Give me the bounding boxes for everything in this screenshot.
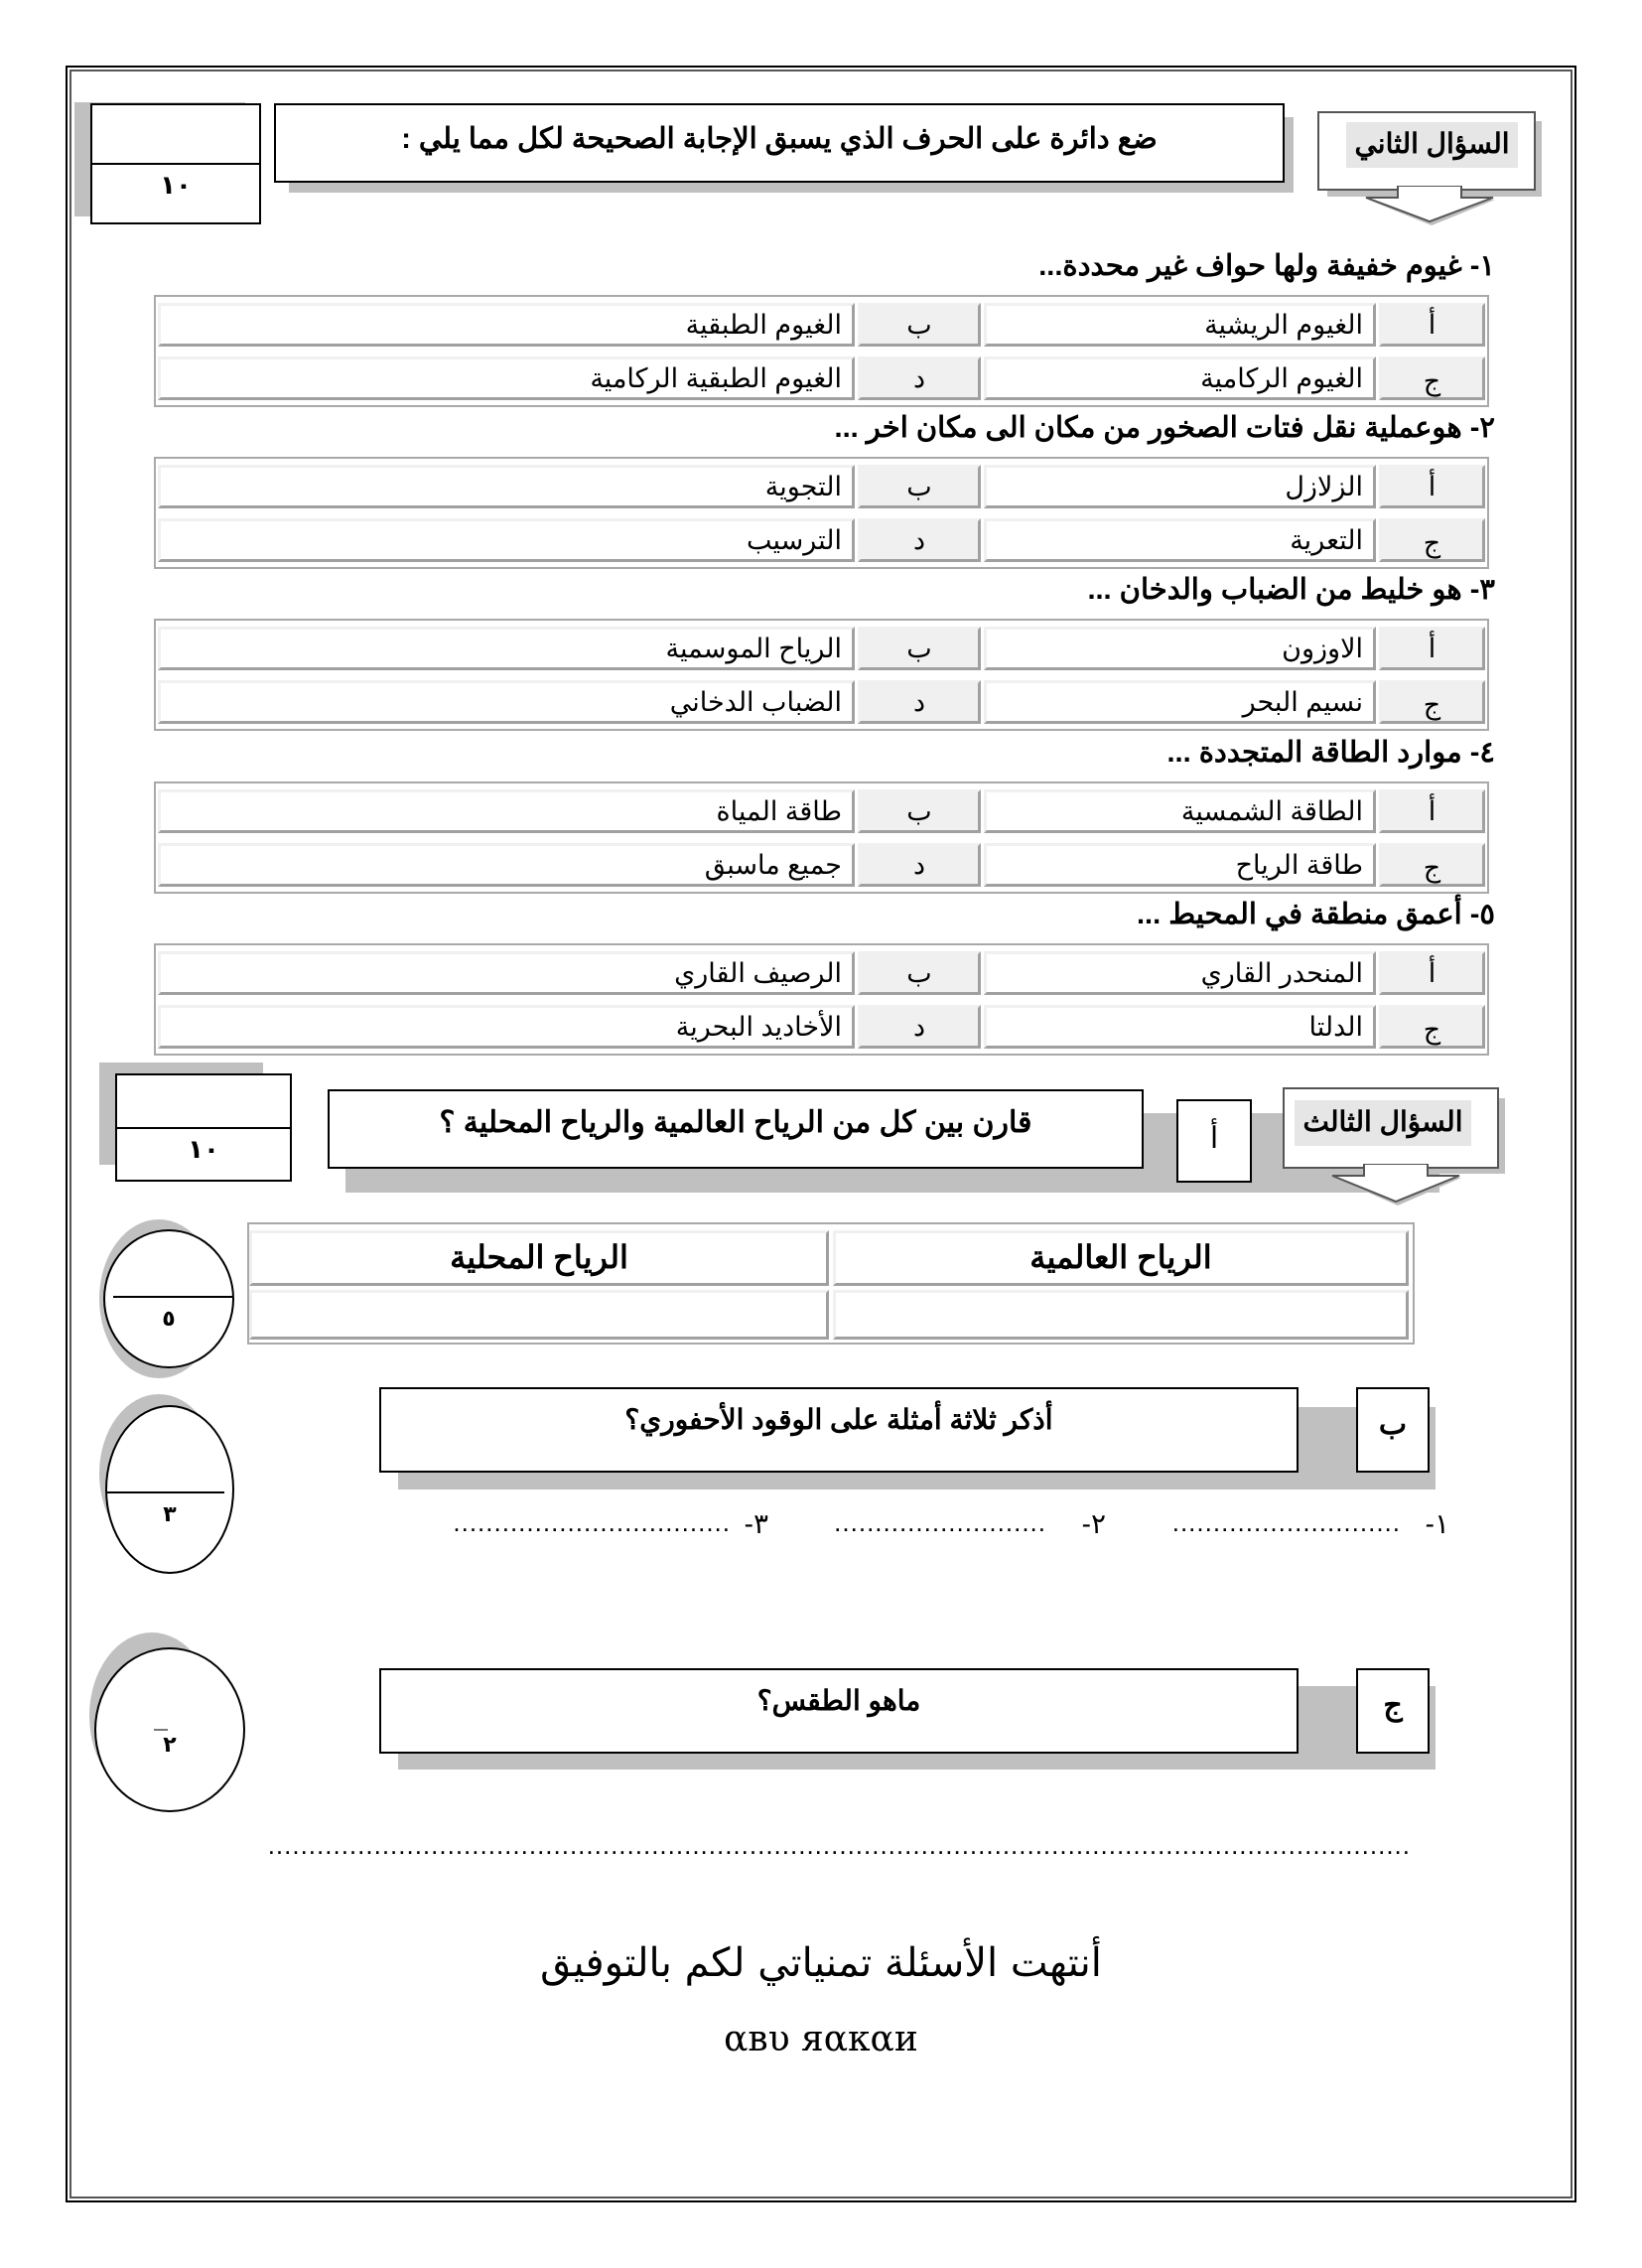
options-table [154,781,1489,894]
q3a-letter-box [1176,1099,1252,1183]
score-divider [117,1127,290,1129]
q3-score-box [115,1073,292,1182]
option-text[interactable]: الرصيف القاري [158,951,855,995]
option-text[interactable]: طاقة المياة [158,789,855,833]
q3c-letter: ج [1383,1689,1403,1722]
option-letter[interactable]: ج [1379,356,1485,400]
signature: αвυ яαкαи [724,2019,918,2059]
score-divider [113,1296,232,1298]
score-divider [154,1729,168,1731]
q2-instruction-text: ضع دائرة على الحرف الذي يسبق الإجابة الصحيحة لكل مما يلي : [401,123,1158,155]
option-letter[interactable]: د [858,356,981,400]
q3c-prompt-text: ماهو الطقس؟ [756,1685,921,1716]
q3c-prompt-box [379,1668,1299,1754]
q3a-score-value: ٥ [162,1307,176,1332]
option-text[interactable]: الغيوم الريشية [984,303,1376,347]
closing-message: أنتهت الأسئلة تمنياتي لكم بالتوفيق [540,1940,1102,1986]
blank-3-label: ٣- [744,1508,768,1539]
q2-instruction-box [274,103,1285,183]
option-letter[interactable]: د [858,843,981,887]
options-table [154,295,1489,407]
down-arrow-icon [1362,186,1501,227]
q3b-score-value: ٣ [163,1502,177,1527]
compare-answer-local[interactable] [249,1290,829,1340]
q3a-score-oval [103,1229,234,1368]
q3a-prompt-text: قارن بين كل من الرياح العالمية والرياح المحلية ؟ [439,1106,1032,1139]
option-letter[interactable]: ج [1379,680,1485,724]
option-text[interactable]: الغيوم الطبقية [158,303,855,347]
question-stem: ٤- موارد الطاقة المتجددة ... [1166,737,1495,769]
option-letter[interactable]: أ [1379,465,1485,508]
option-text[interactable]: نسيم البحر [984,680,1376,724]
option-text[interactable]: جميع ماسبق [158,843,855,887]
compare-header-local: الرياح المحلية [249,1230,829,1286]
q3a-letter: أ [1209,1122,1219,1155]
q2-label: السؤال الثاني [1346,122,1518,168]
q3b-prompt-box [379,1387,1299,1473]
options-table [154,619,1489,731]
options-table [154,943,1489,1056]
question-stem: ٥- أعمق منطقة في المحيط ... [1137,899,1495,930]
option-letter[interactable]: د [858,1005,981,1049]
score-divider [92,163,259,165]
compare-table [247,1222,1415,1345]
options-table [154,457,1489,569]
option-text[interactable]: طاقة الرياح [984,843,1376,887]
option-letter[interactable]: ب [858,951,981,995]
option-text[interactable]: التعرية [984,518,1376,562]
blank-1-label: ١- [1425,1508,1449,1539]
question-stem: ٢- هوعملية نقل فتات الصخور من مكان الى مكان اخر ... [834,412,1495,444]
option-letter[interactable]: ب [858,465,981,508]
option-letter[interactable]: أ [1379,951,1485,995]
option-text[interactable]: التجوية [158,465,855,508]
q3b-letter-box [1356,1387,1430,1473]
blank-2-label: ٢- [1081,1508,1106,1539]
option-text[interactable]: الغيوم الركامية [984,356,1376,400]
option-letter[interactable]: أ [1379,789,1485,833]
down-arrow-icon [1328,1164,1467,1207]
option-text[interactable]: الضباب الدخاني [158,680,855,724]
q3b-prompt-text: أذكر ثلاثة أمثلة على الوقود الأحفوري؟ [624,1404,1053,1435]
option-text[interactable]: المنحدر القاري [984,951,1376,995]
compare-answer-global[interactable] [833,1290,1409,1340]
blank-3-line[interactable]: .................................. [453,1507,731,1537]
option-text[interactable]: الدلتا [984,1005,1376,1049]
q2-score-box [90,103,261,224]
compare-header-global: الرياح العالمية [833,1230,1409,1286]
option-letter[interactable]: أ [1379,627,1485,670]
option-text[interactable]: الاوزون [984,627,1376,670]
q3-score-value: ١٠ [188,1135,219,1165]
blank-1-line[interactable]: ............................ [1171,1507,1401,1537]
blank-2-line[interactable]: .......................... [834,1507,1046,1537]
option-letter[interactable]: أ [1379,303,1485,347]
option-text[interactable]: الزلازل [984,465,1376,508]
option-letter[interactable]: ج [1379,843,1485,887]
q2-score-value: ١٠ [160,171,192,201]
option-letter[interactable]: ب [858,789,981,833]
q3b-score-oval [105,1405,234,1574]
question-stem: ١- غيوم خفيفة ولها حواف غير محددة... [1038,250,1495,282]
q3-label: السؤال الثالث [1295,1100,1471,1146]
option-letter[interactable]: د [858,680,981,724]
q3a-prompt-box [328,1089,1144,1169]
q3c-answer-line[interactable]: ............................................................................................................................................ [267,1830,1411,1860]
q3c-score-value: ٢ [163,1733,177,1758]
option-text[interactable]: الأخاديد البحرية [158,1005,855,1049]
q3c-score-oval [94,1647,245,1812]
q3c-letter-box [1356,1668,1430,1754]
option-letter[interactable]: ج [1379,1005,1485,1049]
option-letter[interactable]: ب [858,627,981,670]
q3b-letter: ب [1378,1408,1408,1441]
option-letter[interactable]: ج [1379,518,1485,562]
question-stem: ٣- هو خليط من الضباب والدخان ... [1087,574,1495,606]
option-text[interactable]: الترسيب [158,518,855,562]
option-letter[interactable]: د [858,518,981,562]
option-letter[interactable]: ب [858,303,981,347]
score-divider [107,1491,224,1493]
option-text[interactable]: الرياح الموسمية [158,627,855,670]
option-text[interactable]: الطاقة الشمسية [984,789,1376,833]
option-text[interactable]: الغيوم الطبقية الركامية [158,356,855,400]
